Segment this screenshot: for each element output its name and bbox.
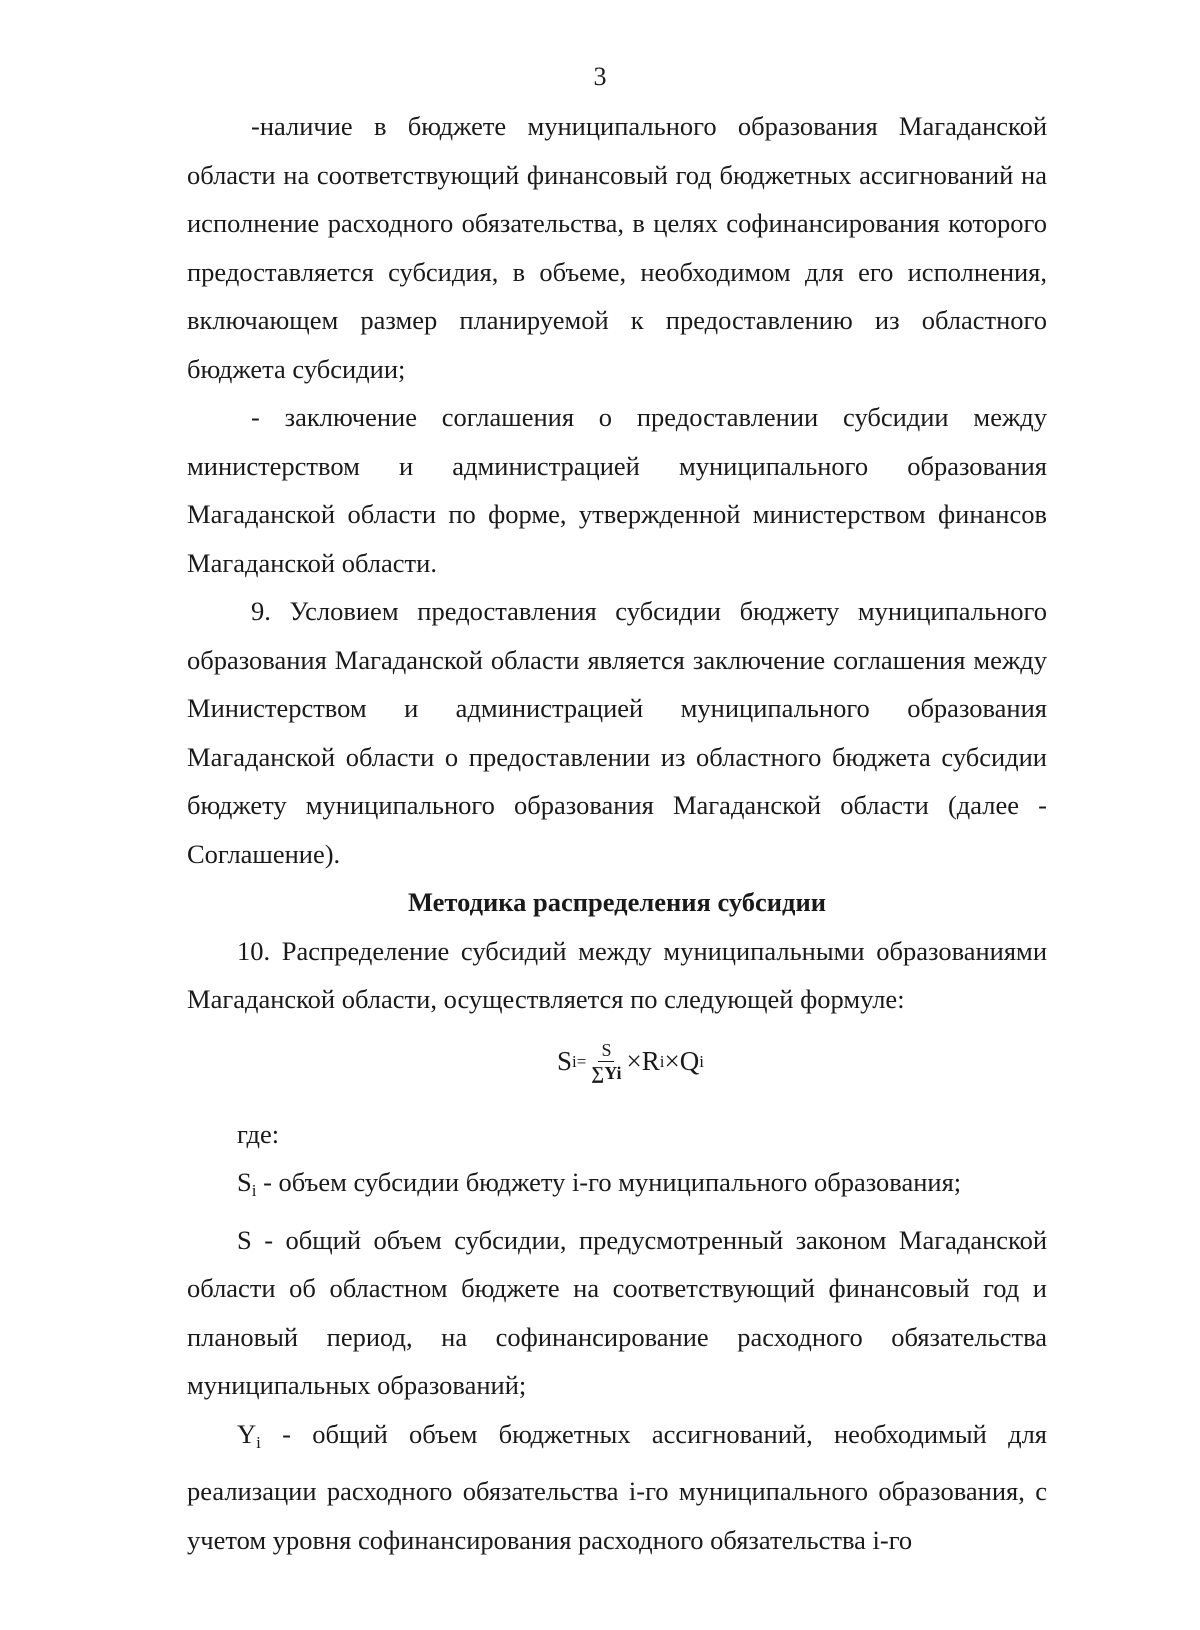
formula-denominator: ∑Yi [591,1063,622,1083]
definition-si [187,1158,1047,1216]
definition-yi-text: - общий объем бюджетных ассигнований, необходимый для реализации расходного обязательства i-го муниципального образования, с учетом уровня софинансирования расходного обязательства i-го [187,1418,1047,1555]
definition-si-symbol: S [237,1167,252,1197]
definition-s: S - общий объем субсидии, предусмотренный законом Магаданской области об областном бюджете на соответствующий финансовый год и плановый период, на софинансирование расходного обязательства муниципальных образований; [187,1224,1047,1400]
paragraph-agreement-conclusion: - заключение соглашения о предоставлении субсидии между министерством и администрацией муниципального образования Магаданской области по форме, утвержденной министерством финансов Магаданской области. [187,402,1047,578]
formula-numerator: S [598,1039,614,1062]
definition-si-text: - объем субсидии бюджету i-го муниципального образования; [256,1167,962,1197]
definition-si-subscript: i [251,1181,257,1200]
definition-yi-subscript: i [256,1432,261,1452]
paragraph-item-9: 9. Условием предоставления субсидии бюджету муниципального образования Магаданской области является заключение соглашения между Министерством и администрацией муниципального образования Магаданской области о предоставлении из областного бюджета субсидии бюджету муниципального образования Магаданской области (далее - Соглашение). [187,596,1047,869]
definition-yi-symbol: Y [237,1418,257,1449]
formula-equals: = [576,1051,587,1071]
definition-yi [187,1410,1047,1565]
section-heading: Методика распределения субсидии [408,887,826,917]
paragraph-budget-availability: -наличие в бюджете муниципального образования Магаданской области на соответствующий финансовый год бюджетных ассигнований на исполнение расходного обязательства, в целях софинансирования которого предоставляется субсидия, в объеме, необходимом для его исполнения, включающем размер планируемой к предоставлению из областного бюджета субсидии; [187,111,1047,384]
formula-term-q: ×Q [664,1046,700,1076]
paragraph-item-10: 10. Распределение субсидий между муниципальными образованиями Магаданской области, осуществляется по следующей формуле: [187,935,1047,1014]
document-body [187,102,1047,1564]
formula-term-r: ×R [626,1046,660,1076]
page-number: 3 [593,62,607,91]
formula-expression [557,1032,704,1092]
formula-term-r-subscript: i [659,1051,665,1071]
formula-lhs: S [557,1046,573,1076]
formula-term-q-subscript: i [699,1051,704,1071]
formula-lhs-subscript: i [572,1051,577,1071]
distribution-formula [187,1026,1047,1098]
where-label: где: [237,1118,280,1149]
formula-fraction [588,1039,624,1084]
